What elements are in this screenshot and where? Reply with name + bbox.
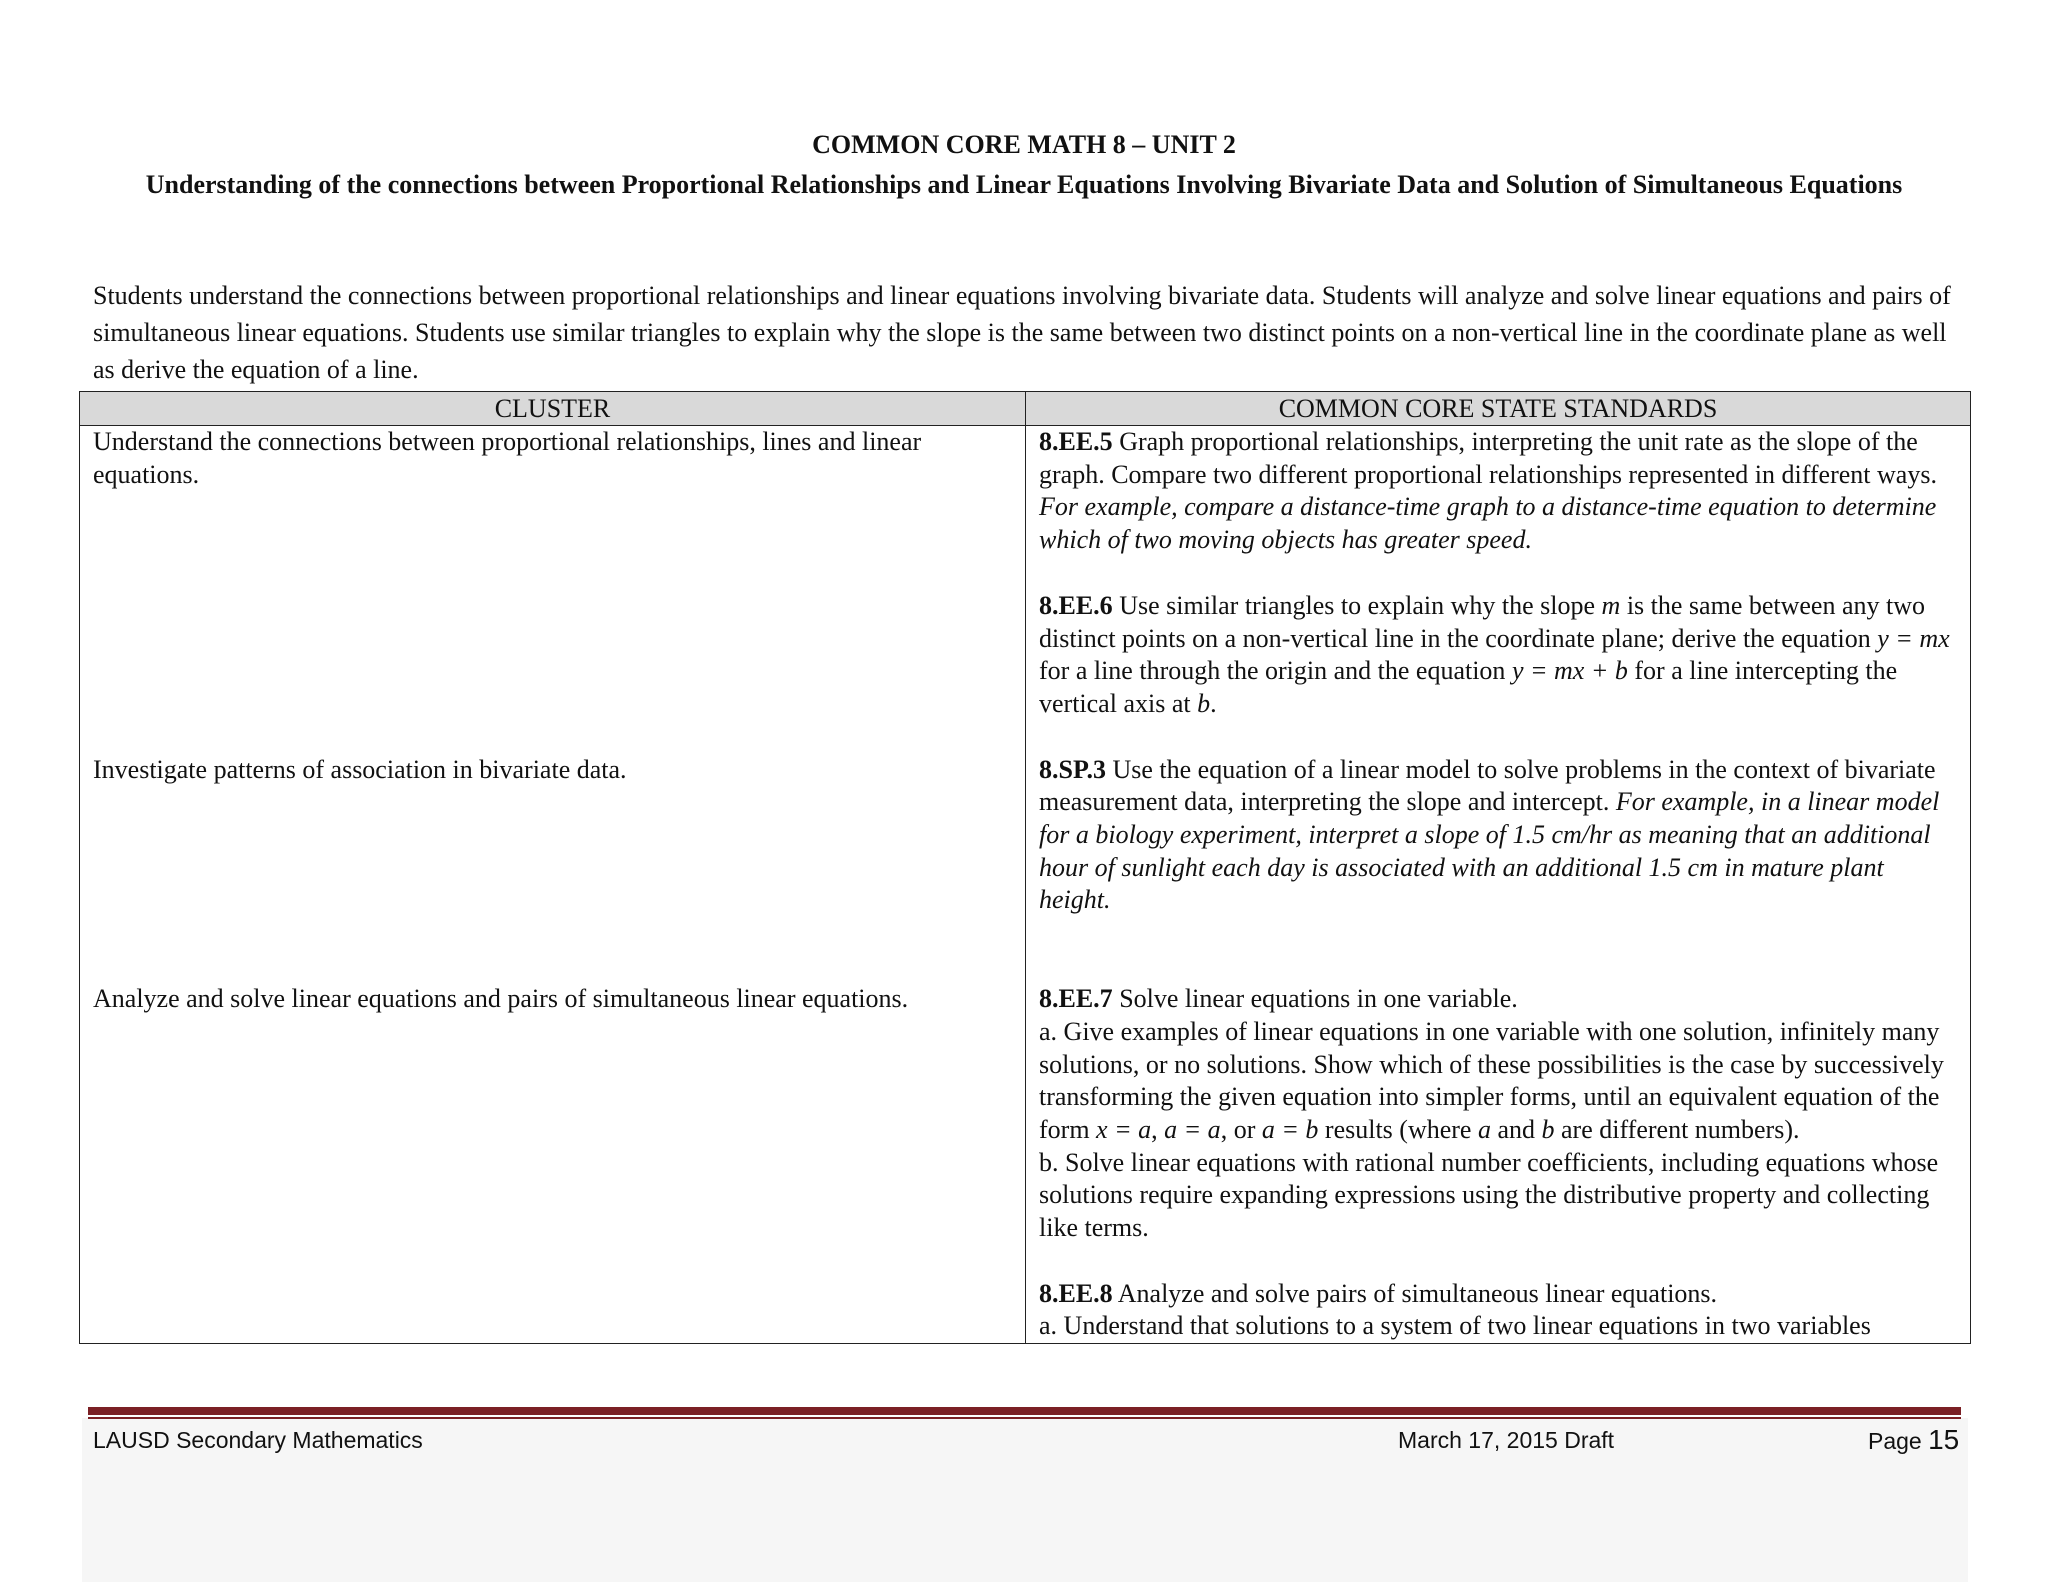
standard-text: for a line through the origin and the equation [1039, 656, 1512, 686]
part-text: results (where [1318, 1114, 1478, 1144]
part-text: are different numbers). [1554, 1114, 1800, 1144]
table-row [80, 426, 1971, 754]
standards-header: COMMON CORE STATE STANDARDS [1026, 392, 1971, 426]
table-row [80, 983, 1971, 1344]
cluster-text: Analyze and solve linear equations and pairs of simultaneous linear equations. [93, 984, 909, 1014]
variable-b: b [1541, 1114, 1555, 1144]
cluster-cell [80, 983, 1026, 1344]
standard-code: 8.SP.3 [1039, 754, 1106, 784]
standard-text: for a line intercepting the vertical axis at [1039, 656, 1898, 718]
cluster-header: CLUSTER [80, 392, 1026, 426]
standard-text: Use the equation of a linear model to solve problems in the context of bivariate measurement data, interpreting the slope and intercept. [1039, 754, 1936, 817]
cluster-cell [80, 426, 1026, 754]
standard-8sp3 [1039, 754, 1958, 918]
standard-code: 8.EE.6 [1039, 590, 1113, 620]
standard-text: is the same between any two distinct points on a non-vertical line in the coordinate plane; derive the equation [1039, 590, 1926, 653]
standards-cell [1026, 983, 1971, 1344]
spacer [1039, 1245, 1958, 1278]
page-number: 15 [1928, 1424, 1960, 1455]
footer-page [1868, 1425, 1959, 1456]
standards-cell [1026, 754, 1971, 984]
standard-text: Solve linear equations in one variable. [1112, 984, 1518, 1014]
footer-date: March 17, 2015 Draft [1398, 1427, 1615, 1453]
part-text: , or [1220, 1114, 1262, 1144]
standard-text: Use similar triangles to explain why the slope [1112, 590, 1602, 620]
standard-code: 8.EE.8 [1039, 1278, 1113, 1308]
document-title: COMMON CORE MATH 8 – UNIT 2 [812, 130, 1236, 159]
document-subtitle: Understanding of the connections between Proportional Relationships and Linear Equations Involving Bivariate Data and Solution of Simultaneous Equations [145, 170, 1903, 199]
cluster-cell [80, 754, 1026, 984]
standard-8ee5 [1039, 426, 1958, 557]
equation-y-mx-b: y = mx + b [1511, 656, 1628, 686]
footer-rule-thick [88, 1407, 1961, 1415]
footer-rule-thin [88, 1417, 1961, 1419]
standard-text: Analyze and solve pairs of simultaneous linear equations. [1112, 1278, 1718, 1308]
part-text: , [1151, 1114, 1165, 1144]
spacer [1039, 721, 1958, 754]
variable-a: a [1477, 1114, 1491, 1144]
variable-m: m [1601, 590, 1621, 620]
standards-table [79, 391, 1971, 1344]
standards-cell [1026, 426, 1971, 754]
equation-a-b: a = b [1261, 1114, 1319, 1144]
standard-text: . [1210, 688, 1217, 718]
part-text: a. Give examples of linear equations in one variable with one solution, infinitely many solutions, or no solutions. Show which of these possibilities is the case by successively transforming the given equation into simpler forms, until an equivalent equation of the form [1039, 1016, 1944, 1144]
standard-8ee8-part-a: a. Understand that solutions to a system of two linear equations in two variables [1039, 1311, 1871, 1341]
spacer [1039, 557, 1958, 590]
standard-example: For example, in a linear model for a biology experiment, interpret a slope of 1.5 cm/hr as meaning that an additional hour of sunlight each day is associated with an additional 1.5 cm in mature plant height. [1039, 787, 1940, 915]
equation-x-a: x = a [1096, 1114, 1152, 1144]
table-row [80, 754, 1971, 984]
footer-organization: LAUSD Secondary Mathematics [93, 1427, 423, 1453]
standard-8ee7-part-a [1039, 1016, 1958, 1147]
cluster-text: Understand the connections between proportional relationships, lines and linear equations. [93, 427, 922, 489]
table-header-row [80, 392, 1971, 426]
equation-y-mx: y = mx [1877, 623, 1950, 653]
standard-8ee7 [1039, 983, 1958, 1016]
variable-b: b [1197, 688, 1211, 718]
cluster-text: Investigate patterns of association in bivariate data. [93, 754, 627, 784]
spacer [1039, 950, 1958, 983]
spacer [1039, 917, 1958, 950]
intro-paragraph: Students understand the connections between proportional relationships and linear equations involving bivariate data. Students will analyze and solve linear equations and pairs of simultaneous linear equations. Students use similar triangles to explain why the slope is the same between two distinct points on a non-vertical line in the coordinate plane as well as derive the equation of a line. [93, 281, 1951, 384]
standard-code: 8.EE.7 [1039, 984, 1113, 1014]
equation-a-a: a = a [1164, 1114, 1221, 1144]
standard-8ee7-part-b: b. Solve linear equations with rational number coefficients, including equations whose solutions require expanding expressions using the distributive property and collecting like terms. [1039, 1147, 1939, 1243]
standard-example: For example, compare a distance-time graph to a distance-time equation to determine which of two moving objects has greater speed. [1039, 492, 1937, 555]
page-label: Page [1868, 1428, 1929, 1454]
standard-8ee8 [1039, 1278, 1958, 1311]
standard-8ee6 [1039, 590, 1958, 721]
standard-text: Graph proportional relationships, interpreting the unit rate as the slope of the graph. Compare two different proportional relationships represented in different ways. [1039, 427, 1937, 489]
part-text: and [1490, 1114, 1542, 1144]
standard-code: 8.EE.5 [1039, 427, 1113, 456]
